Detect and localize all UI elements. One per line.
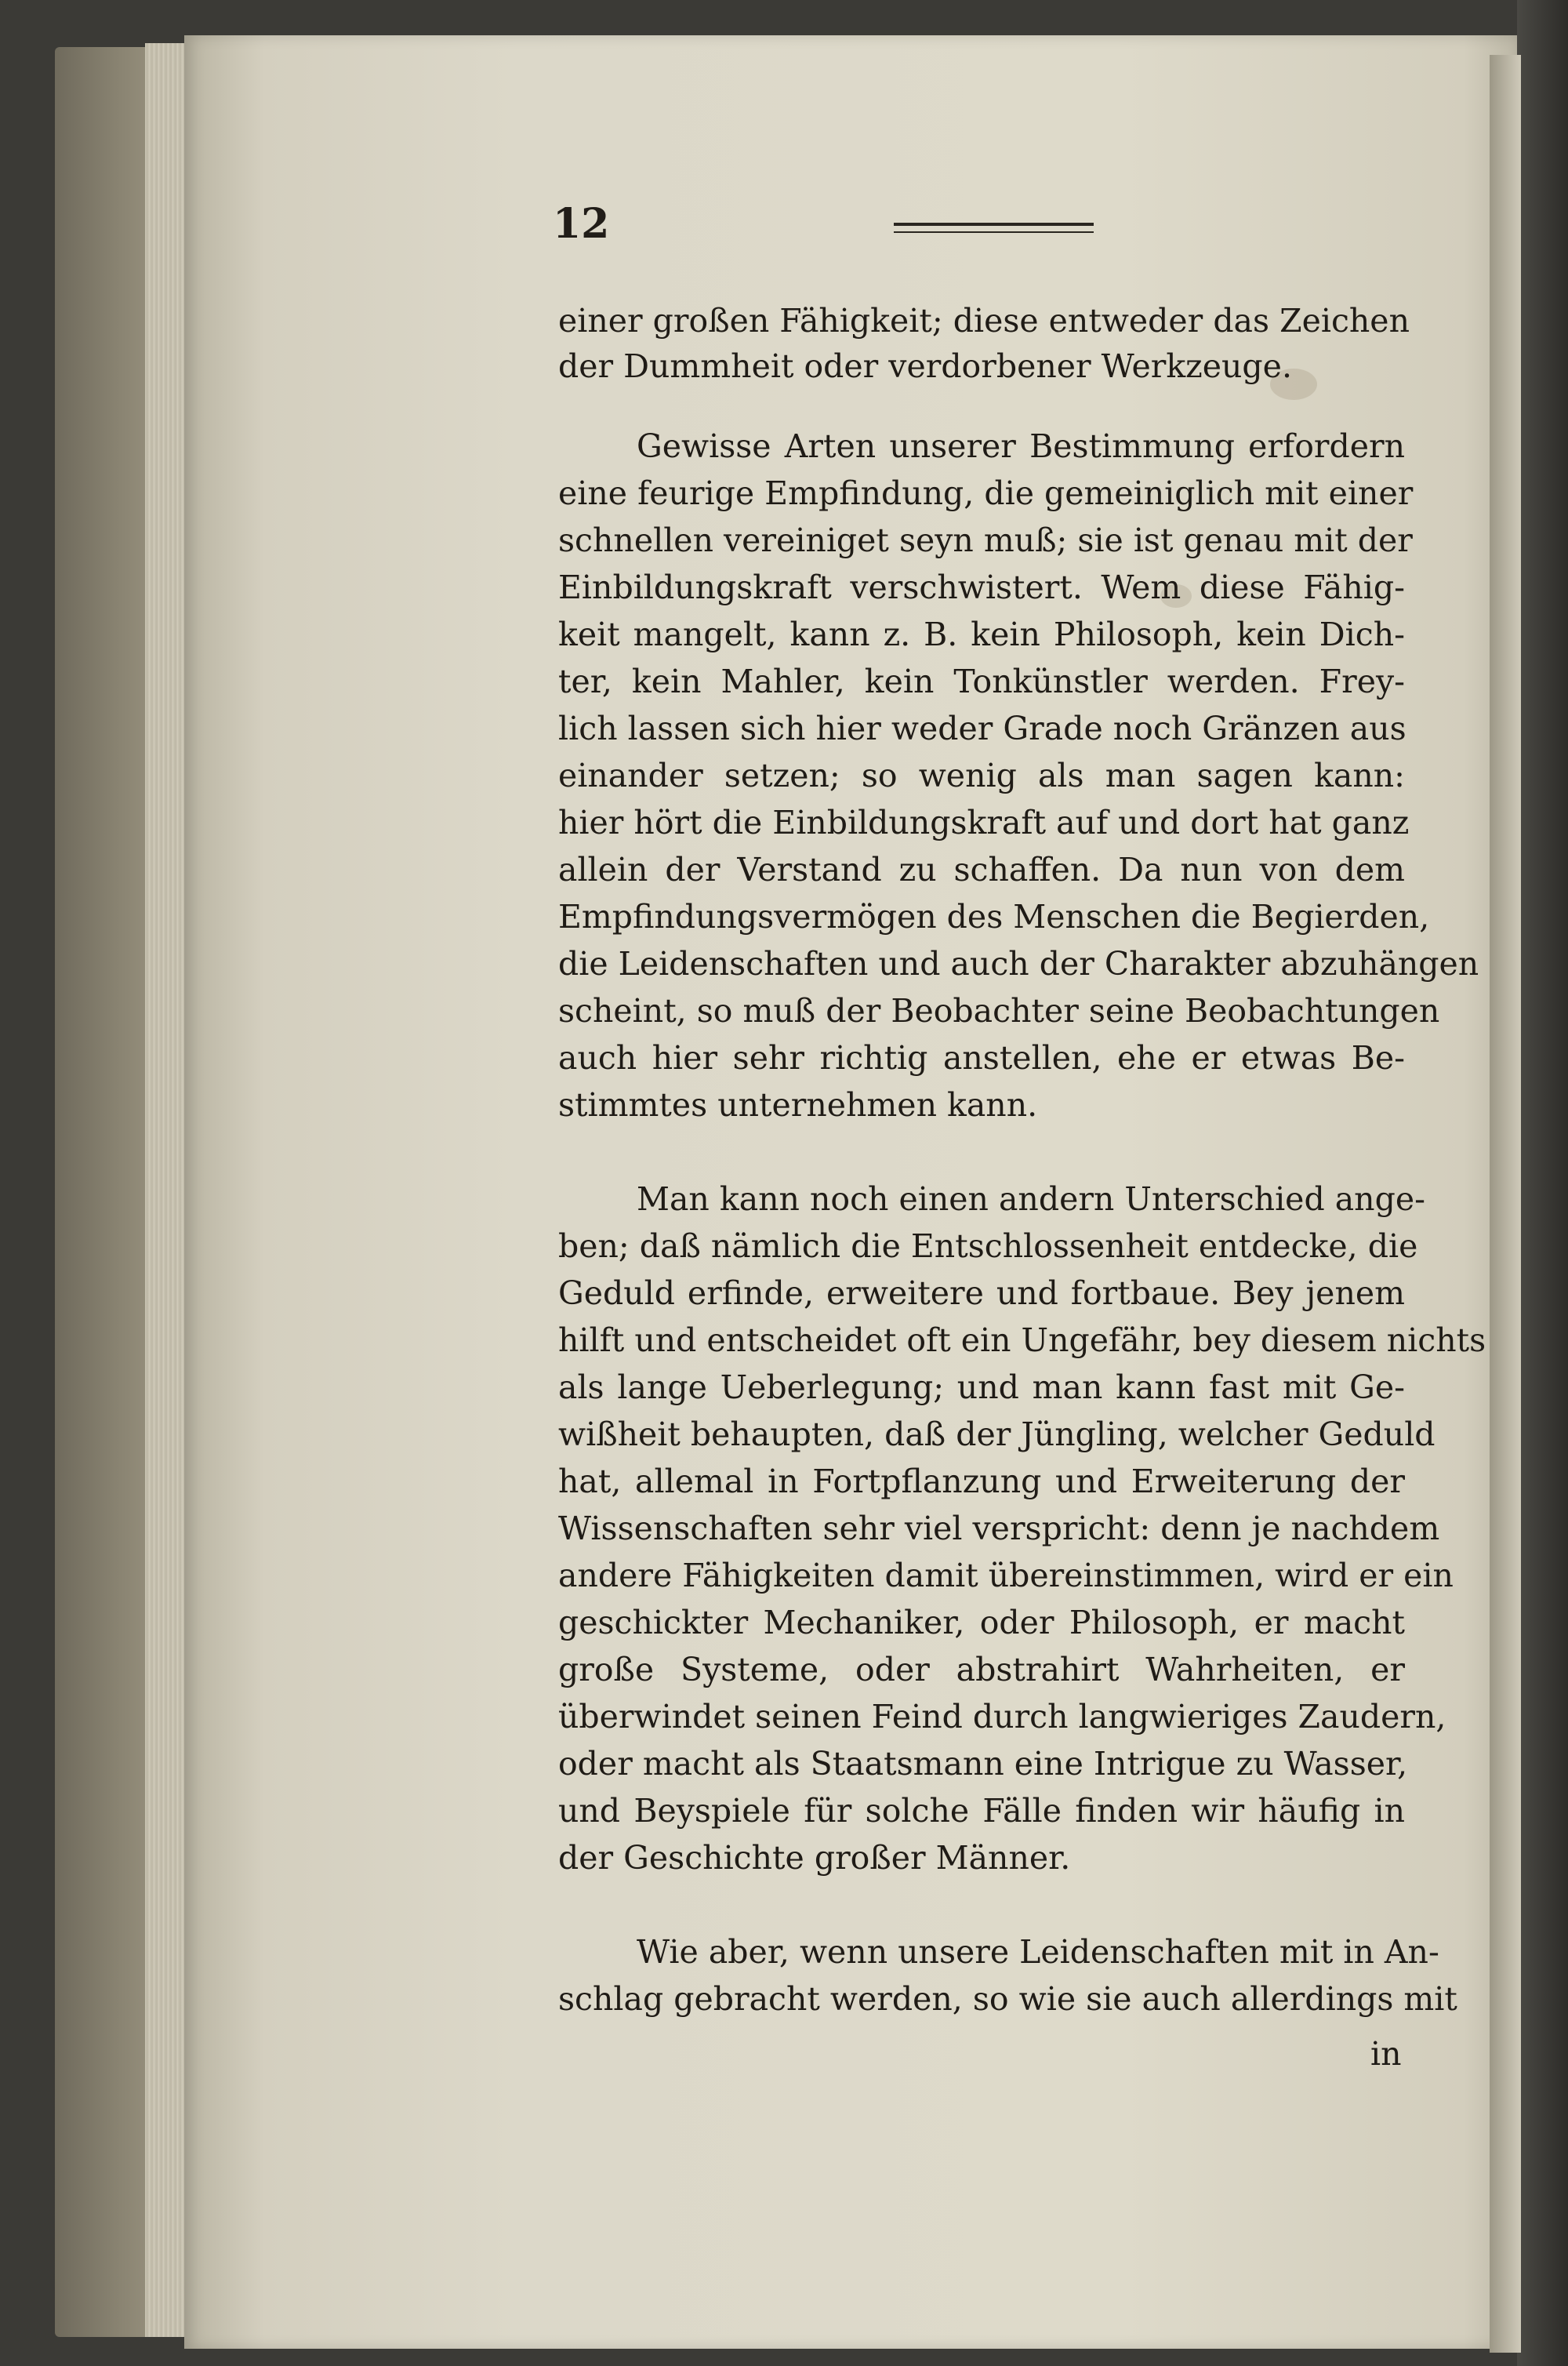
text-line: Wissenschaften sehr viel verspricht: denn je nachdem	[558, 1510, 1440, 1547]
text-line: Empfindungsvermögen des Menschen die Begierden,	[558, 898, 1430, 936]
text-line: Wie aber, wenn unsere Leidenschaften mit in An-	[637, 1933, 1439, 1971]
text-line: der Geschichte großer Männer.	[558, 1839, 1071, 1877]
text-line: geschickter Mechaniker, oder Philosoph, er macht	[558, 1604, 1405, 1641]
text-line: keit mangelt, kann z. B. kein Philosoph, kein Dich-	[558, 616, 1405, 653]
text-line: große Systeme, oder abstrahirt Wahrheiten, er	[558, 1651, 1405, 1688]
text-line: einer großen Fähigkeit; diese entweder das Zeichen	[558, 302, 1410, 340]
text-line: ben; daß nämlich die Entschlossenheit entdecke, die	[558, 1227, 1418, 1265]
page-number: 12	[553, 200, 610, 248]
text-line: stimmtes unternehmen kann.	[558, 1086, 1038, 1124]
catchword: in	[1370, 2035, 1402, 2073]
text-line: hat, allemal in Fortpflanzung und Erweiterung der	[558, 1463, 1405, 1500]
text-line: Einbildungskraft verschwistert. Wem diese Fähig-	[558, 569, 1405, 606]
text-line: und Beyspiele für solche Fälle finden wir häufig in	[558, 1792, 1405, 1830]
text-line: hilft und entscheidet oft ein Ungefähr, bey diesem nichts	[558, 1321, 1486, 1359]
header-rule	[894, 223, 1094, 233]
text-line: hier hört die Einbildungskraft auf und dort hat ganz	[558, 804, 1410, 841]
text-line: Man kann noch einen andern Unterschied ange-	[637, 1180, 1425, 1218]
text-line: oder macht als Staatsmann eine Intrigue zu Wasser,	[558, 1745, 1408, 1783]
text-line: eine feurige Empfindung, die gemeiniglich mit einer	[558, 474, 1414, 512]
text-line: einander setzen; so wenig als man sagen kann:	[558, 757, 1405, 794]
facing-page-sliver	[1490, 55, 1521, 2353]
text-line: der Dummheit oder verdorbener Werkzeuge.	[558, 347, 1292, 385]
text-line: allein der Verstand zu schaffen. Da nun von dem	[558, 851, 1405, 889]
text-line: als lange Ueberlegung; und man kann fast mit Ge-	[558, 1368, 1405, 1406]
text-line: lich lassen sich hier weder Grade noch Gränzen aus	[558, 710, 1406, 747]
text-line: schnellen vereiniget seyn muß; sie ist genau mit der	[558, 522, 1413, 559]
text-line: andere Fähigkeiten damit übereinstimmen, wird er ein	[558, 1557, 1454, 1594]
text-line: wißheit behaupten, daß der Jüngling, welcher Geduld	[558, 1416, 1436, 1453]
text-line: überwindet seinen Feind durch langwieriges Zaudern,	[558, 1698, 1446, 1735]
text-line: die Leidenschaften und auch der Charakter abzuhängen	[558, 945, 1479, 983]
text-line: scheint, so muß der Beobachter seine Beobachtungen	[558, 992, 1440, 1030]
scan-background-edge	[1517, 0, 1568, 2366]
text-line: Geduld erfinde, erweitere und fortbaue. Bey jenem	[558, 1274, 1405, 1312]
text-line: auch hier sehr richtig anstellen, ehe er etwas Be-	[558, 1039, 1405, 1077]
text-line: schlag gebracht werden, so wie sie auch allerdings mit	[558, 1980, 1457, 2018]
text-line: Gewisse Arten unserer Bestimmung erfordern	[637, 427, 1405, 465]
text-line: ter, kein Mahler, kein Tonkünstler werden. Frey-	[558, 663, 1405, 700]
